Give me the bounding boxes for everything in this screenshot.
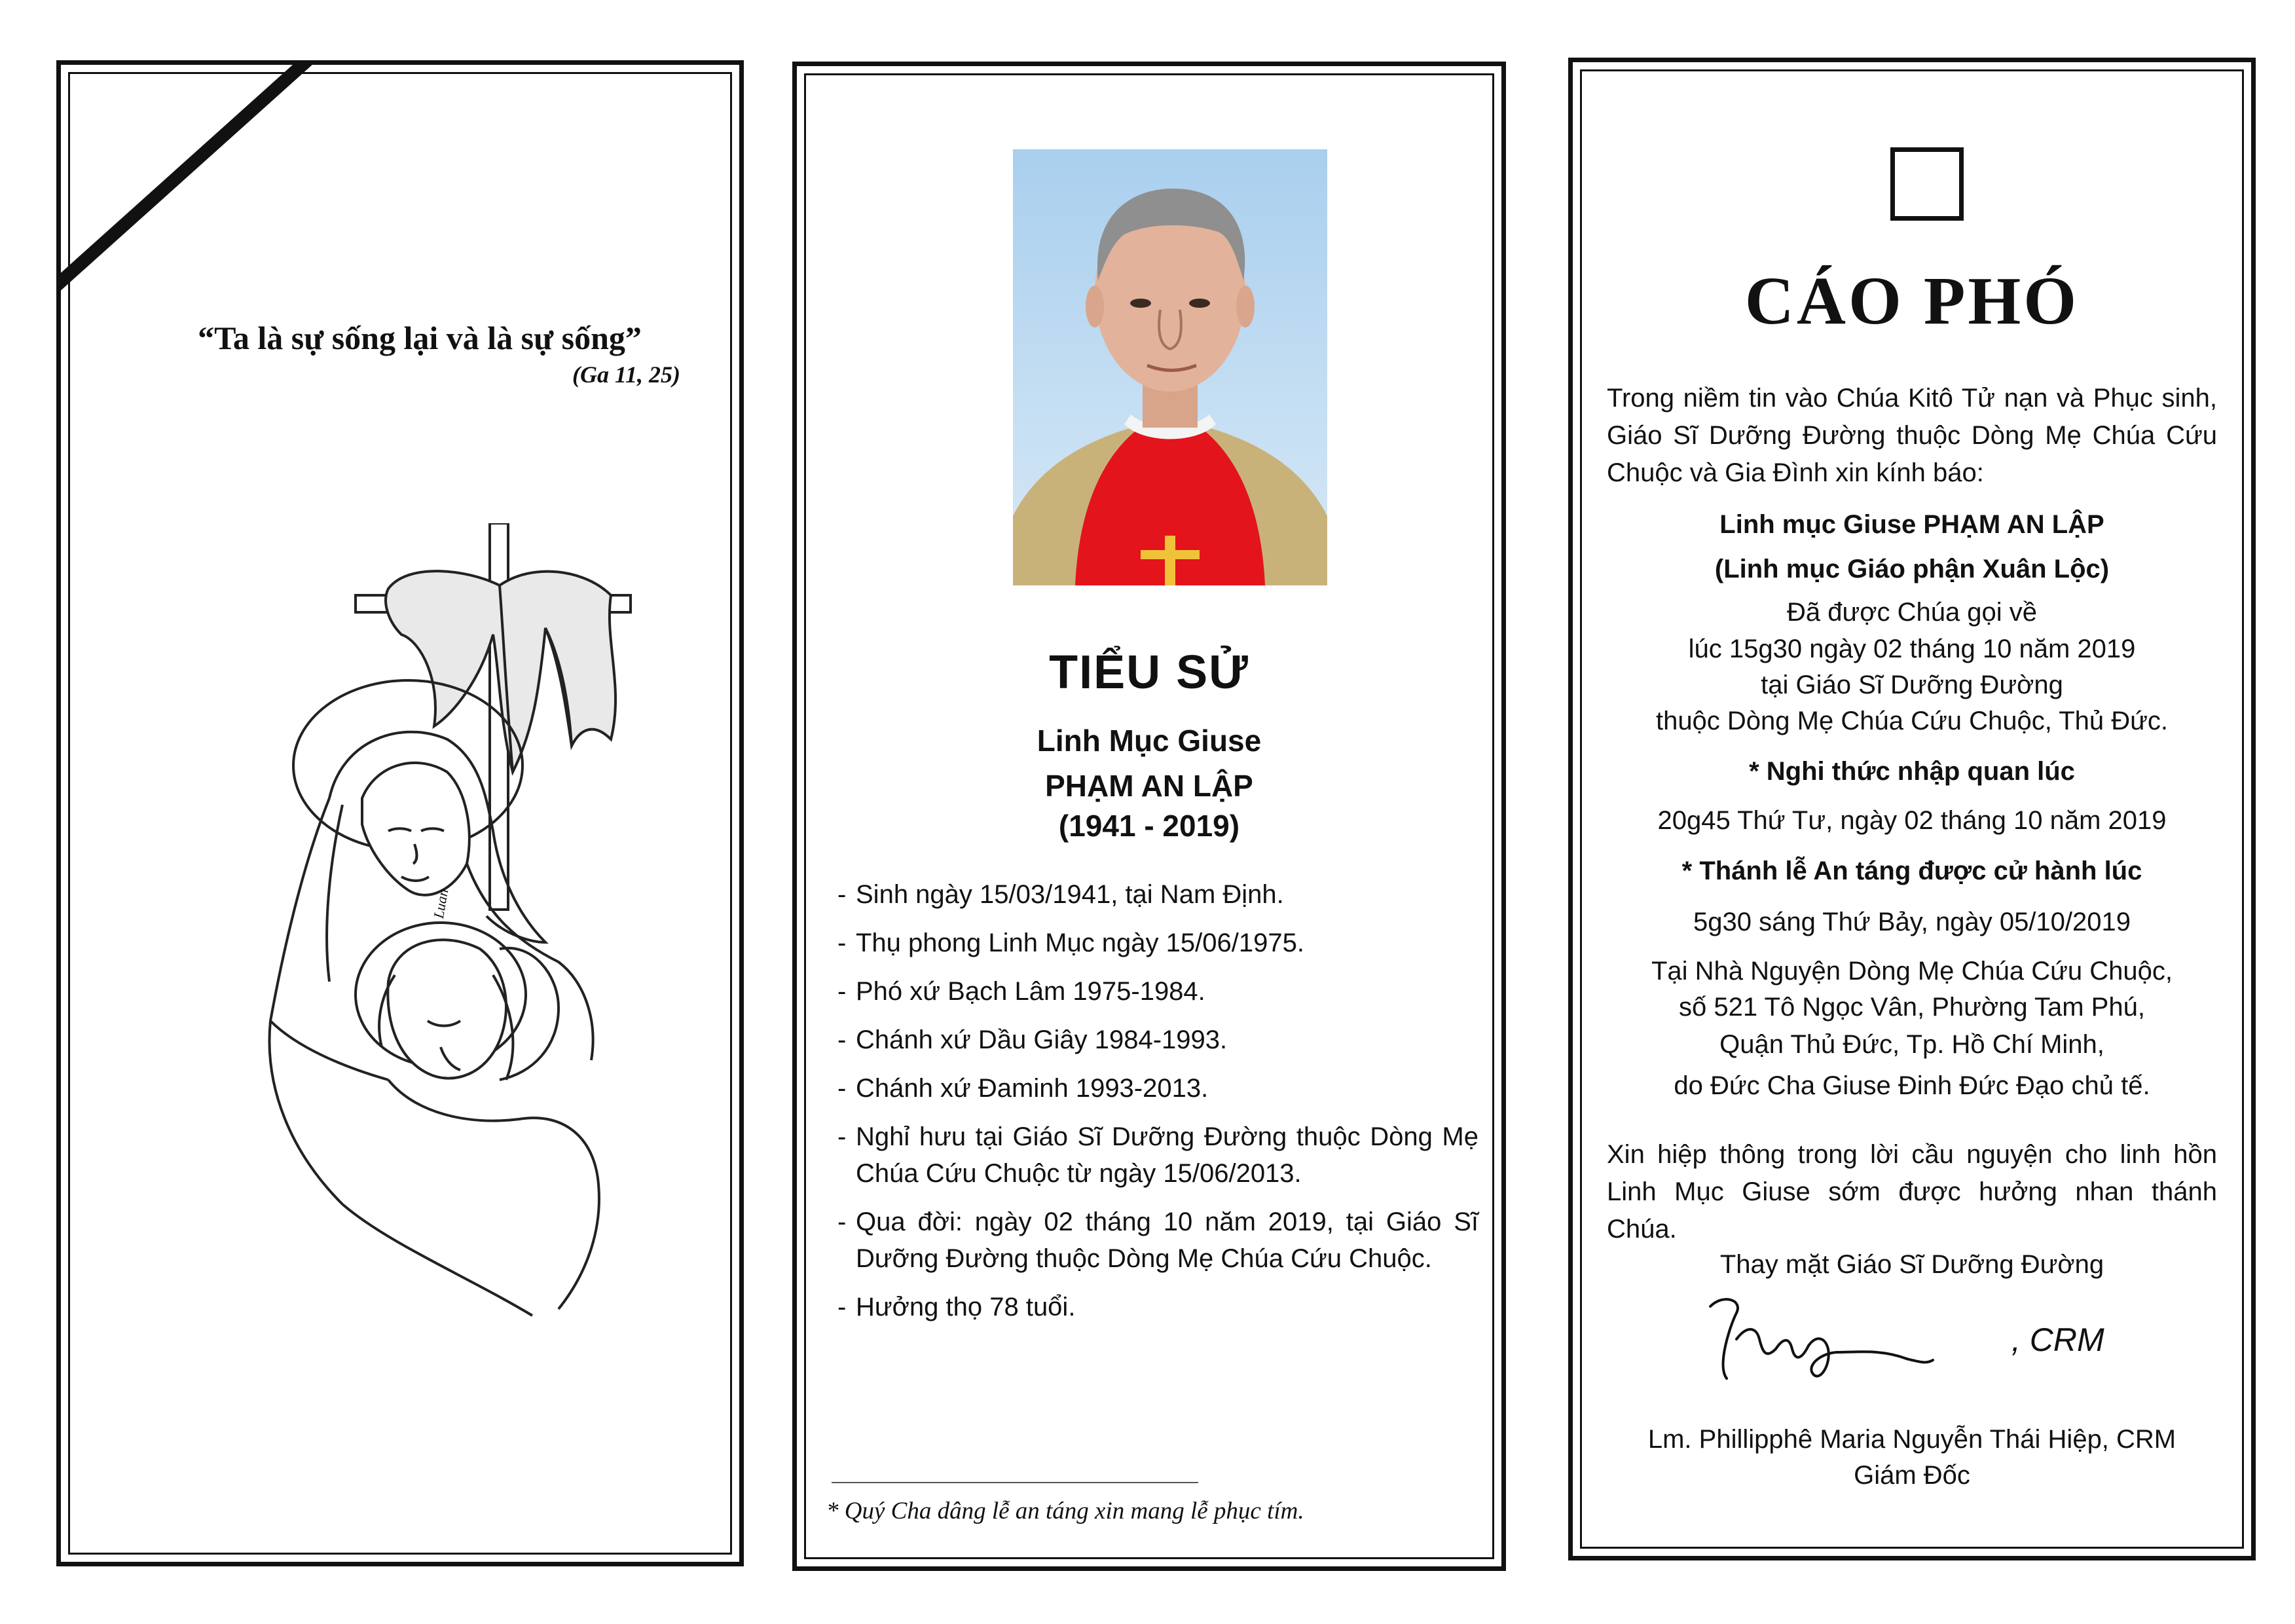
- scripture-quote: “Ta là sự sống lại và là sự sống”: [198, 320, 642, 356]
- list-item: - Qua đời: ngày 02 tháng 10 năm 2019, tại Giáo Sĩ Dưỡng Đường thuộc Dòng Mẹ Chúa Cứu Chuộc.: [837, 1208, 1478, 1273]
- funeral-time: 5g30 sáng Thứ Bảy, ngày 05/10/2019: [1693, 908, 2131, 936]
- priest-portrait-photo: [1013, 149, 1327, 585]
- list-item: - Nghỉ hưu tại Giáo Sĩ Dưỡng Đường thuộc Dòng Mẹ Chúa Cứu Chuộc từ ngày 15/06/2013.: [837, 1122, 1478, 1188]
- mourning-ribbon: [61, 65, 336, 314]
- list-item: - Thụ phong Linh Mục ngày 15/06/1975.: [837, 929, 1304, 957]
- funeral-heading: * Thánh lễ An táng được cử hành lúc: [1681, 857, 2142, 885]
- announcement-panel: [1568, 58, 2256, 1560]
- cover-panel: [56, 60, 744, 1566]
- deceased-name: Linh mục Giuse PHẠM AN LẬP: [1719, 510, 2104, 539]
- place-of-death: tại Giáo Sĩ Dưỡng Đường: [1761, 671, 2063, 699]
- place-detail: thuộc Dòng Mẹ Chúa Cứu Chuộc, Thủ Đức.: [1655, 707, 2169, 735]
- prayer-request: Xin hiệp thông trong lời cầu nguyện cho linh hồn Linh Mục Giuse sớm được hưởng nhan thánh Chúa.: [1607, 1140, 2217, 1244]
- encoffin-time: 20g45 Thứ Tư, ngày 02 tháng 10 năm 2019: [1657, 806, 2167, 835]
- scripture-reference: (Ga 11, 25): [572, 361, 680, 388]
- black-square-emblem: [1890, 147, 1964, 221]
- list-item: - Sinh ngày 15/03/1941, tại Nam Định.: [837, 880, 1284, 909]
- on-behalf-line: Thay mặt Giáo Sĩ Dưỡng Đường: [1719, 1250, 2104, 1279]
- signatory-name: Lm. Phillipphê Maria Nguyễn Thái Hiệp, CRM: [1647, 1425, 2176, 1454]
- life-years: (1941 - 2019): [1058, 809, 1240, 843]
- venue-line: số 521 Tô Ngọc Vân, Phường Tam Phú,: [1679, 993, 2145, 1022]
- celebrant-line: do Đức Cha Giuse Đinh Đức Đạo chủ tế.: [1674, 1071, 2150, 1100]
- list-item: - Chánh xứ Dầu Giây 1984-1993.: [837, 1025, 1228, 1054]
- list-item: - Chánh xứ Đaminh 1993-2013.: [837, 1074, 1209, 1103]
- pieta-illustration: [192, 523, 650, 1361]
- artist-signature: Luan: [430, 887, 452, 920]
- venue-line: Tại Nhà Nguyện Dòng Mẹ Chúa Cứu Chuộc,: [1651, 957, 2173, 986]
- handwritten-signature: [1697, 1287, 2011, 1392]
- announcement-intro: Trong niềm tin vào Chúa Kitô Tử nạn và Phục sinh, Giáo Sĩ Dưỡng Đường thuộc Dòng Mẹ Chúa Cứu Chuộc và Gia Đình xin kính báo:: [1607, 384, 2217, 488]
- called-home-line: Đã được Chúa gọi về: [1786, 598, 2038, 627]
- vestment-footnote: * Quý Cha dâng lễ an táng xin mang lễ phục tím.: [826, 1498, 1304, 1524]
- priest-title-line: Linh Mục Giuse: [1037, 724, 1262, 758]
- list-item: - Phó xứ Bạch Lâm 1975-1984.: [837, 977, 1205, 1006]
- biography-list: [837, 876, 1478, 1337]
- encoffin-heading: * Nghi thức nhập quan lúc: [1749, 757, 2075, 786]
- time-of-death: lúc 15g30 ngày 02 tháng 10 năm 2019: [1688, 635, 2136, 663]
- signature-suffix: , CRM: [2011, 1321, 2104, 1358]
- biography-panel: [792, 62, 1506, 1571]
- signatory-title: Giám Đốc: [1854, 1461, 1970, 1490]
- announcement-title: CÁO PHÓ: [1744, 263, 2080, 339]
- list-item: - Hưởng thọ 78 tuổi.: [837, 1293, 1076, 1321]
- footnote-divider: [832, 1482, 1198, 1483]
- deceased-diocese: (Linh mục Giáo phận Xuân Lộc): [1714, 555, 2110, 583]
- venue-line: Quận Thủ Đức, Tp. Hồ Chí Minh,: [1719, 1030, 2104, 1059]
- priest-name: PHẠM AN LẬP: [1045, 769, 1253, 803]
- biography-title: TIỂU SỬ: [1049, 646, 1249, 699]
